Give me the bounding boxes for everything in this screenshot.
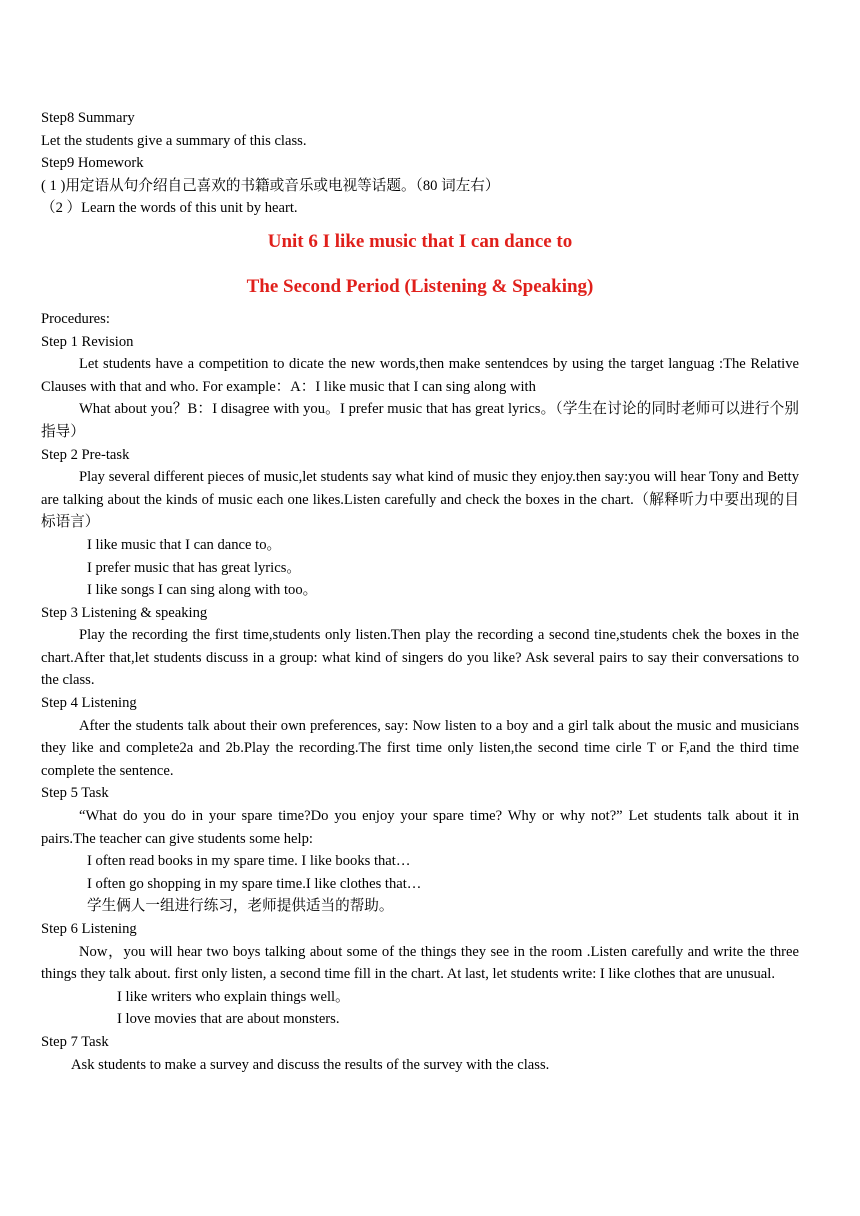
step6-example-1: I like writers who explain things well。 <box>117 988 350 1005</box>
document-body <box>41 107 799 1076</box>
step4-paragraph: After the students talk about their own preferences, say: Now listen to a boy and a girl talk about the music and musicians they like and complete2a and 2b.Play the recording.The first time only listen,the second time cirle T or F,and the third time complete the sentence. <box>41 717 799 779</box>
period-title: The Second Period (Listening & Speaking) <box>246 275 594 297</box>
unit-title: Unit 6 I like music that I can dance to <box>267 230 573 252</box>
step5-example-1: I often read books in my spare time. I like books that… <box>87 853 411 870</box>
homework-item-1: ( 1 )用定语从句介绍自己喜欢的书籍或音乐或电视等话题。（80 词左右） <box>41 177 500 194</box>
step5-paragraph: “What do you do in your spare time?Do you enjoy your spare time? Why or why not?” Let students talk about it in pairs.The teacher can give students some help: <box>41 808 799 847</box>
step5-example-2: I often go shopping in my spare time.I like clothes that… <box>87 875 422 892</box>
step2-heading: Step 2 Pre-task <box>41 446 130 463</box>
step8-heading: Step8 Summary <box>41 110 135 126</box>
step4-heading: Step 4 Listening <box>41 695 137 712</box>
procedures-label: Procedures: <box>41 310 110 327</box>
step2-example-2: I prefer music that has great lyrics。 <box>87 559 301 576</box>
step6-example-2: I love movies that are about monsters. <box>117 1011 340 1028</box>
step7-heading: Step 7 Task <box>41 1033 109 1050</box>
step2-example-3: I like songs I can sing along with too。 <box>87 582 318 599</box>
step2-paragraph: Play several different pieces of music,let students say what kind of music they enjoy.then say:you will hear Tony and Betty are talking about the kinds of music each one likes.Listen carefully and check the boxes in the chart.（解释听力中要出现的目标语言） <box>41 469 799 531</box>
step2-example-1: I like music that I can dance to。 <box>87 536 282 553</box>
step1-paragraph-1: Let students have a competition to dicate the new words,then make sentendces by using the target languag :The Relative Clauses with that and who. For example：A：I like music that I can sing along with <box>41 356 799 395</box>
homework-item-2: （2 ）Learn the words of this unit by heart. <box>41 200 298 217</box>
step7-paragraph: Ask students to make a survey and discuss the results of the survey with the class. <box>71 1056 550 1073</box>
step1-heading: Step 1 Revision <box>41 333 134 350</box>
step3-heading: Step 3 Listening & speaking <box>41 604 208 621</box>
step6-paragraph: Now，you will hear two boys talking about some of the things they see in the room .Listen carefully and write the three things they talk about. first only listen, a second time fill in the chart. At last, let students write: I like clothes that are unusual. <box>41 943 799 983</box>
step5-heading: Step 5 Task <box>41 785 109 802</box>
step3-paragraph: Play the recording the first time,students only listen.Then play the recording a second tine,students chek the boxes in the chart.After that,let students discuss in a group: what kind of singers do you like? Ask several pairs to say their conversations to the class. <box>41 627 799 689</box>
step8-text: Let the students give a summary of this class. <box>41 132 307 149</box>
step5-example-3: 学生俩人一组进行练习，老师提供适当的帮助。 <box>87 898 394 915</box>
step1-paragraph-2: What about you？B：I disagree with you。I prefer music that has great lyrics。（学生在讨论的同时老师可以进行个别指导） <box>41 401 799 440</box>
step9-heading: Step9 Homework <box>41 155 144 172</box>
step6-heading: Step 6 Listening <box>41 921 137 937</box>
